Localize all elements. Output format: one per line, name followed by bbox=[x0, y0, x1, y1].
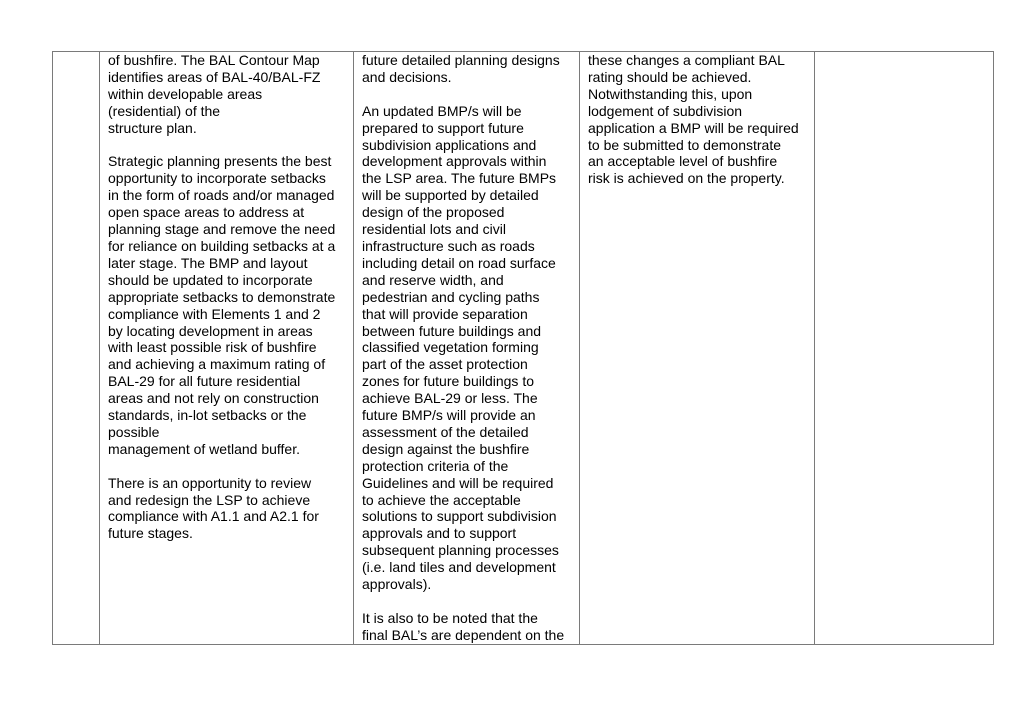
table-cell-2 bbox=[100, 52, 354, 645]
table-cell-1 bbox=[53, 52, 100, 645]
cell-4-text: these changes a compliant BAL rating should be achieved. Notwithstanding this, upon lodgement of subdivision application a BMP will be required to be submitted to demonstrate an acceptable level of bushfire risk is achieved on the property. bbox=[588, 52, 799, 187]
cell-3-text: future detailed planning designs and decisions. An updated BMP/s will be prepared to support future subdivision applications and development approvals within the LSP area. The future BMPs will be supported by detailed design of the proposed residential lots and civil infrastructure such as roads including detail on road surface and reserve width, and pedestrian and cycling paths that will provide separation between future buildings and classified vegetation forming part of the asset protection zones for future buildings to achieve BAL-29 or less. The future BMP/s will provide an assessment of the detailed design against the bushfire protection criteria of the Guidelines and will be required to achieve the acceptable solutions to support subdivision approvals and to support subsequent planning processes (i.e. land tiles and development approvals). It is also to be noted that the final BAL’s are dependent on the bbox=[362, 52, 565, 643]
cell-2-text: of bushfire. The BAL Contour Map identifies areas of BAL-40/BAL-FZ within developable areas (residential) of the structure plan. Strategic planning presents the best opportunity to incorporate setbacks in the form of roads and/or managed open space areas to address at planning stage and remove the need for reliance on building setbacks at a later stage. The BMP and layout should be updated to incorporate appropriate setbacks to demonstrate compliance with Elements 1 and 2 by locating development in areas with least possible risk of bushfire and achieving a maximum rating of BAL-29 for all future residential areas and not rely on construction standards, in-lot setbacks or the possible management of wetland buffer. There is an opportunity to review and redesign the LSP to achieve compliance with A1.1 and A2.1 for future stages. bbox=[108, 52, 336, 542]
table-cell-3 bbox=[354, 52, 580, 645]
table-row bbox=[53, 52, 994, 645]
table-cell-5 bbox=[815, 52, 994, 645]
document-table bbox=[52, 51, 994, 645]
table-cell-4 bbox=[580, 52, 815, 645]
